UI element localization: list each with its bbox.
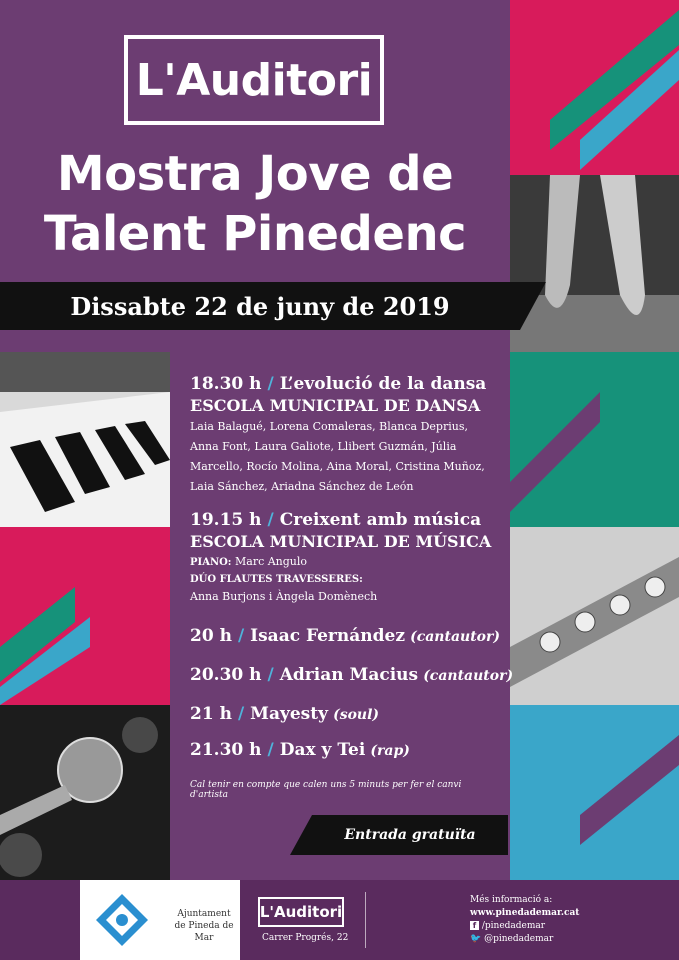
council-block <box>80 880 240 960</box>
program-genre: (cantautor) <box>410 629 500 645</box>
twitter-handle: @pinedademar <box>484 934 554 944</box>
program-time: 18.30 h <box>190 374 262 394</box>
facebook-link[interactable] <box>470 920 579 933</box>
twitter-icon: 🐦 <box>470 934 482 944</box>
microphone-photo <box>0 705 170 880</box>
flute-icon <box>510 527 679 705</box>
piano-name: Marc Angulo <box>235 555 308 568</box>
program-title: Creixent amb música <box>279 510 482 530</box>
program-time: 20.30 h <box>190 665 262 685</box>
decor-tile-magenta-top <box>510 0 679 175</box>
program-members: Anna Font, Laura Galiote, Llibert Guzmán, Júlia <box>190 440 457 453</box>
decor-stripes <box>510 352 679 527</box>
decor-tile-blue <box>510 705 679 880</box>
decor-tile-magenta-mid <box>0 527 170 705</box>
program-time: 19.15 h <box>190 510 262 530</box>
duo-names: Anna Burjons i Àngela Domènech <box>190 590 378 603</box>
footer-divider <box>365 892 366 948</box>
program-genre: (soul) <box>333 707 380 723</box>
program-item-3: 20 h / Isaac Fernández (cantautor) <box>190 626 500 646</box>
free-entry-banner <box>312 815 508 855</box>
program-time: 20 h <box>190 626 232 646</box>
footer-auditori-logo: L'Auditori <box>258 897 344 927</box>
council-crest-icon <box>94 892 150 948</box>
decor-stripes <box>0 527 170 705</box>
program-item-6: 21.30 h / Dax y Tei (rap) <box>190 740 410 760</box>
program-school: ESCOLA MUNICIPAL DE MÚSICA <box>190 532 492 551</box>
council-name-line1: Ajuntament <box>177 909 231 919</box>
changeover-note: Cal tenir en compte que calen uns 5 minuts per fer el canvi d'artista <box>190 780 462 800</box>
event-date-band <box>0 282 520 330</box>
program-time: 21 h <box>190 704 232 724</box>
event-title-line2: Talent Pinedenc <box>43 206 467 262</box>
program-title: Mayesty <box>250 704 328 724</box>
program-genre: (rap) <box>370 743 410 759</box>
duo-label: DÚO FLAUTES TRAVESSERES: <box>190 574 363 585</box>
program-genre: (cantautor) <box>423 668 514 684</box>
program-members: Marcello, Rocío Molina, Aina Moral, Cristina Muñoz, <box>190 460 485 473</box>
program-item-4: 20.30 h / Adrian Macius (cantautor) <box>190 665 514 685</box>
program-item-5: 21 h / Mayesty (soul) <box>190 704 380 724</box>
info-block <box>470 894 579 946</box>
piano-keys-icon <box>0 352 170 527</box>
program-item-1: 18.30 h / L’evolució de la dansa ESCOLA MUNICIPAL DE DANSA Laia Balagué, Lorena Comaleras, Blanca Deprius, Anna Font, Laura Galiote, Llibert Guzmán, Júlia Marcello, Rocío Molina, Aina Moral, Cristina Muñoz, Laia Sánchez, Ariadna Sánchez de León <box>190 374 510 497</box>
decor-tile-teal <box>510 352 679 527</box>
decor-stripes <box>510 0 679 175</box>
piano-photo <box>0 352 170 527</box>
program-members: Laia Sánchez, Ariadna Sánchez de León <box>190 480 414 493</box>
event-date: Dissabte 22 de juny de 2019 <box>70 291 450 321</box>
free-entry-text: Entrada gratuïta <box>344 827 476 843</box>
program-title: Adrian Macius <box>279 665 419 685</box>
program-title: L’evolució de la dansa <box>279 374 487 394</box>
facebook-icon: f <box>470 921 479 930</box>
website-link[interactable]: www.pinedademar.cat <box>470 908 580 918</box>
venue-address: Carrer Progrés, 22 <box>262 933 349 943</box>
decor-stripes <box>510 705 679 880</box>
facebook-handle: /pinedademar <box>481 921 546 931</box>
program-item-2: 19.15 h / Creixent amb música ESCOLA MUNICIPAL DE MÚSICA PIANO: Marc Angulo DÚO FLAUTES TRAVESSERES: Anna Burjons i Àngela Domènech <box>190 510 510 605</box>
program-school: ESCOLA MUNICIPAL DE DANSA <box>190 396 481 415</box>
council-name-line2: de Pineda de Mar <box>174 921 234 943</box>
piano-label: PIANO: <box>190 557 232 568</box>
program-time: 21.30 h <box>190 740 262 760</box>
program-title: Isaac Fernández <box>250 626 405 646</box>
program-members: Laia Balagué, Lorena Comaleras, Blanca Deprius, <box>190 420 468 433</box>
microphone-icon <box>0 705 170 880</box>
auditori-logo: L'Auditori <box>124 35 384 125</box>
twitter-link[interactable] <box>470 933 579 946</box>
flute-photo <box>510 527 679 705</box>
program-title: Dax y Tei <box>279 740 366 760</box>
info-label: Més informació a: <box>470 895 553 905</box>
event-title-line1: Mostra Jove de <box>56 146 454 202</box>
